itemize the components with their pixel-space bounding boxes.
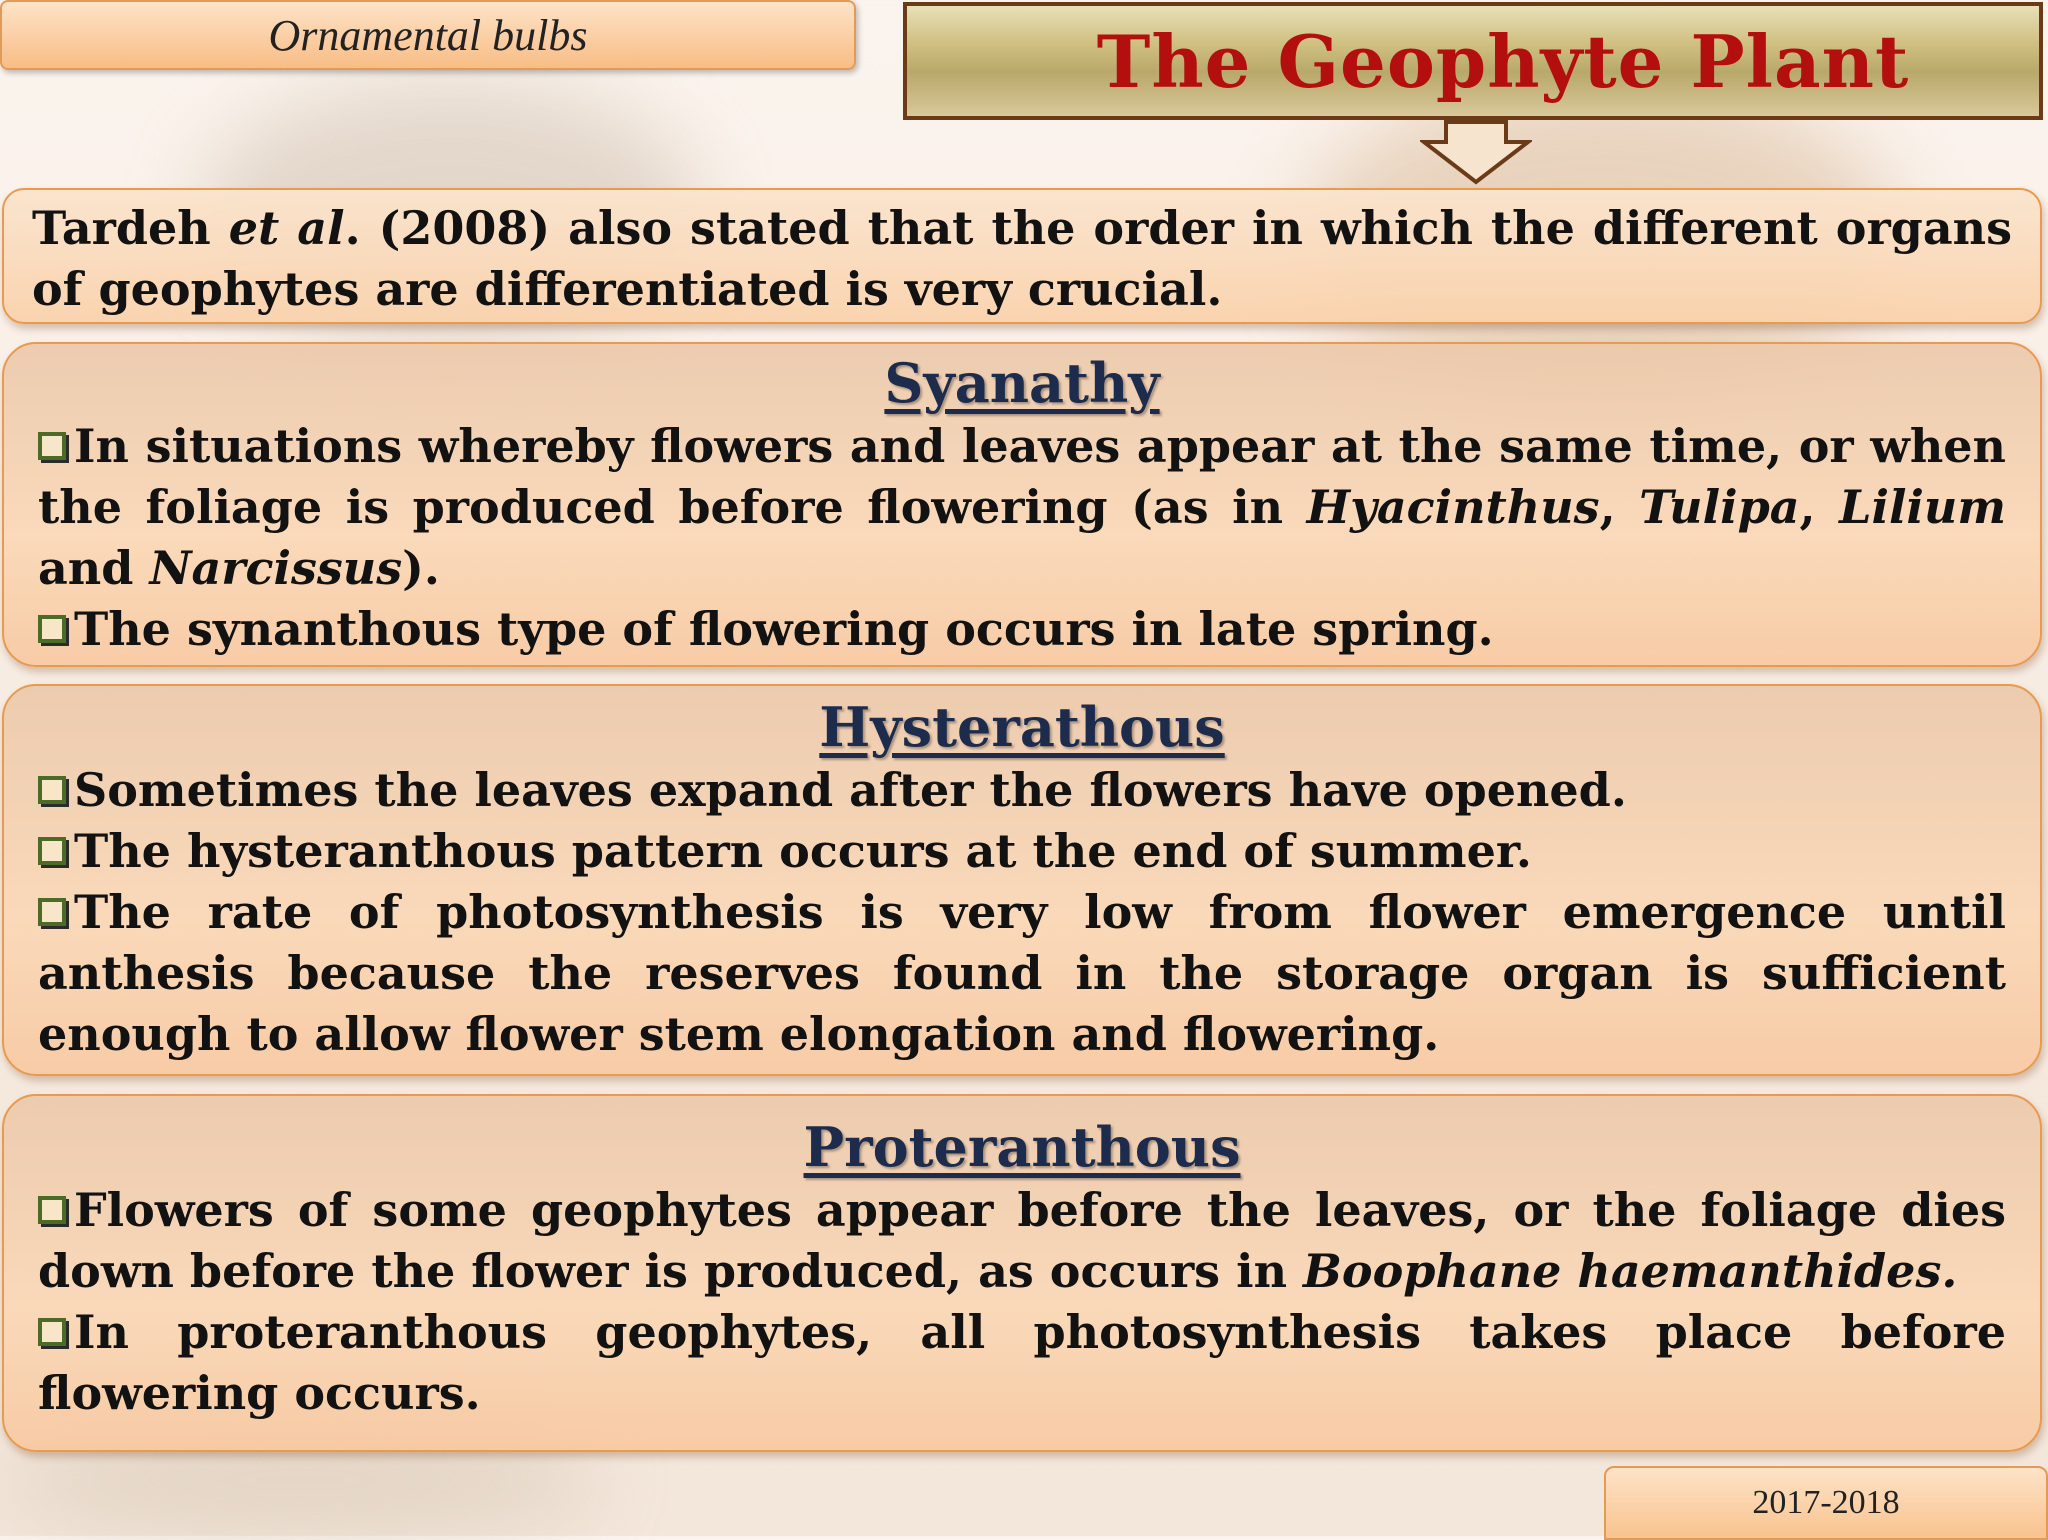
proteranthous-bullet-2: In proteranthous geophytes, all photosynthesis takes place before flowering occurs. (38, 1305, 2006, 1420)
hysteranthous-heading: Hysterathous (819, 695, 1225, 759)
course-label-text: Ornamental bulbs (268, 10, 588, 60)
synanthy-bullet-1: In situations whereby flowers and leaves appear at the same time, or when the foliage is produced before flowering (as in Hyacinthus, Tulipa, Lilium and Narcissus). (38, 419, 2007, 595)
bullet-icon (38, 776, 66, 804)
hysteranthous-bullet-3: The rate of photosynthesis is very low from flower emergence until anthesis because the reserves found in the storage organ is sufficient enough to allow flower stem elongation and flowering. (38, 885, 2006, 1061)
proteranthous-bullet-1: Flowers of some geophytes appear before the leaves, or the foliage dies down before the flower is produced, as occurs in Boophane haemanthides. (38, 1183, 2006, 1298)
bullet-icon (38, 615, 66, 643)
year-text: 2017-2018 (1752, 1484, 1900, 1521)
intro-panel (2, 188, 2042, 324)
bullet-icon (38, 1196, 66, 1224)
proteranthous-heading: Proteranthous (803, 1115, 1241, 1179)
synanthy-bullet-2: The synanthous type of flowering occurs in late spring. (38, 599, 2006, 660)
intro-author: Tardeh (32, 201, 211, 255)
course-label (0, 0, 856, 70)
intro-text: . (2008) also stated that the order in which the different organs of geophytes are differentiated is very crucial. (32, 201, 2012, 316)
bullet-icon (38, 837, 66, 865)
bullet-icon (38, 898, 66, 926)
hysteranthous-bullet-2: The hysteranthous pattern occurs at the end of summer. (38, 821, 2006, 882)
down-arrow-icon (1420, 120, 1532, 186)
intro-etal: et al (228, 201, 345, 255)
intro-paragraph (32, 198, 2012, 320)
synanthy-panel (2, 342, 2042, 667)
hysteranthous-panel (2, 684, 2042, 1076)
page-title: The Geophyte Plant (1096, 18, 1910, 104)
synanthy-heading: Syanathy (884, 351, 1160, 415)
proteranthous-panel (2, 1094, 2042, 1452)
bullet-icon (38, 432, 66, 460)
bullet-icon (38, 1318, 66, 1346)
hysteranthous-bullet-1: Sometimes the leaves expand after the flowers have opened. (38, 760, 2006, 821)
title-banner (903, 2, 2043, 120)
year-footer (1604, 1466, 2048, 1540)
